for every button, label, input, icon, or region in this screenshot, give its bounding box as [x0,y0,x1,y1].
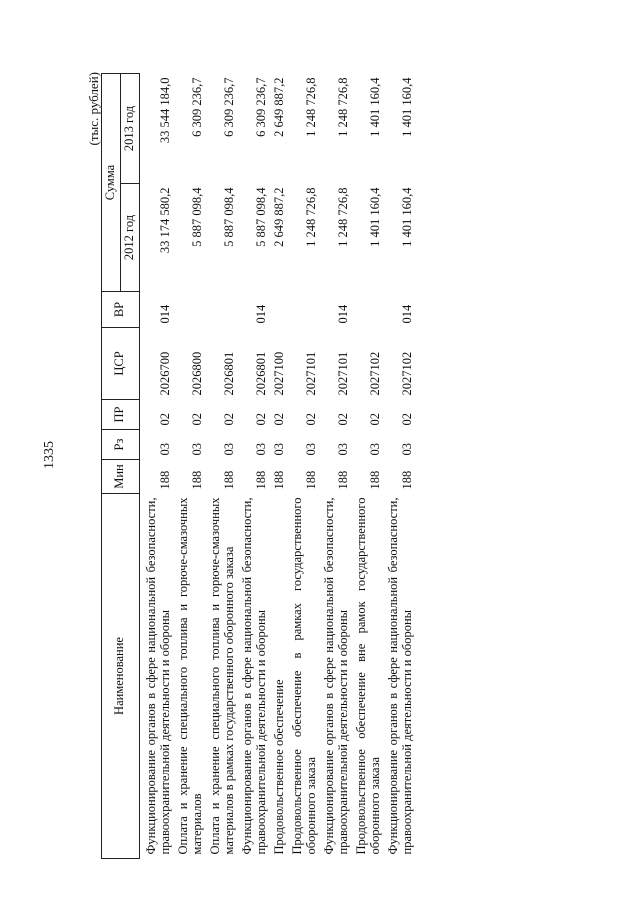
row-rz: 03 [221,443,236,456]
row-vr: 014 [335,304,350,324]
row-sum-2013: 2 649 887,2 [271,77,286,137]
row-name: Продовольственное обеспечение в рамках государственного оборонного заказа [289,497,318,855]
row-pr: 02 [253,413,268,426]
row-vr [206,292,238,328]
row-name: Функционирование органов в сфере национальной безопасности, правоохранительной деятельности и обороны [239,497,268,855]
row-pr: 02 [157,413,172,426]
row-pr: 02 [303,413,318,426]
row-pr: 02 [221,413,236,426]
row-sum-2012: 1 401 160,4 [399,187,414,247]
table-row [206,74,238,859]
table-row [352,74,384,859]
row-rz: 03 [399,443,414,456]
row-min: 188 [335,470,350,490]
units-label: (тыс. рублей) [86,72,101,146]
table-row [320,74,352,859]
row-vr [288,292,320,328]
row-vr [174,292,206,328]
row-csr: 2027100 [271,351,286,396]
row-name: Функционирование органов в сфере национальной безопасности, правоохранительной деятельности и обороны [143,497,172,855]
table-row [384,74,416,859]
row-name: Функционирование органов в сфере национальной безопасности, правоохранительной деятельности и обороны [385,497,414,855]
row-sum-2012: 1 248 726,8 [303,187,318,247]
row-csr: 2026801 [221,351,236,396]
row-csr: 2026801 [253,351,268,396]
row-rz: 03 [335,443,350,456]
row-vr: 014 [157,304,172,324]
row-min: 188 [253,470,268,490]
row-sum-2012: 2 649 887,2 [271,187,286,247]
row-sum-2013: 6 309 236,7 [253,77,268,137]
row-rz: 03 [253,443,268,456]
row-sum-2012: 5 887 098,4 [221,187,236,247]
row-min: 188 [221,470,236,490]
row-min: 188 [367,470,382,490]
table-row [270,74,288,859]
row-sum-2013: 6 309 236,7 [189,77,204,137]
table-row [139,74,174,859]
header-sum: Сумма [102,74,121,292]
row-pr: 02 [271,413,286,426]
row-rz: 03 [303,443,318,456]
row-sum-2013: 1 248 726,8 [335,77,350,137]
row-sum-2013: 1 248 726,8 [303,77,318,137]
row-rz: 03 [271,443,286,456]
row-name: Функционирование органов в сфере национальной безопасности, правоохранительной деятельности и обороны [321,497,350,855]
row-pr: 02 [189,413,204,426]
row-csr: 2027101 [303,351,318,396]
row-sum-2013: 1 401 160,4 [399,77,414,137]
header-year-2013: 2013 год [120,74,139,184]
row-rz: 03 [157,443,172,456]
row-sum-2012: 1 401 160,4 [367,187,382,247]
row-csr: 2027102 [367,351,382,396]
row-csr: 2027102 [399,351,414,396]
header-vr: ВР [102,292,140,328]
row-vr [352,292,384,328]
row-vr: 014 [399,304,414,324]
header-min: Мин [102,460,140,494]
row-min: 188 [157,470,172,490]
row-sum-2013: 1 401 160,4 [367,77,382,137]
budget-table [101,73,416,859]
row-min: 188 [271,470,286,490]
row-name: Оплата и хранение специального топлива и горюче-смазочных материалов [175,497,204,855]
row-csr: 2026800 [189,351,204,396]
row-sum-2013: 6 309 236,7 [221,77,236,137]
page-number: 1335 [42,441,57,469]
table-row [238,74,270,859]
row-name: Продовольственное обеспечение [271,679,286,855]
row-csr: 2027101 [335,351,350,396]
header-csr: ЦСР [102,328,140,400]
row-sum-2012: 1 248 726,8 [335,187,350,247]
header-name: Наименование [102,494,140,859]
row-rz: 03 [189,443,204,456]
row-pr: 02 [335,413,350,426]
row-sum-2012: 5 887 098,4 [189,187,204,247]
table-row [174,74,206,859]
header-year-2012: 2012 год [120,184,139,292]
row-name: Продовольственное обеспечение вне рамок государственного оборонного заказа [353,497,382,855]
row-min: 188 [399,470,414,490]
row-vr: 014 [253,304,268,324]
row-sum-2012: 33 174 580,2 [157,187,172,254]
row-csr: 2026700 [157,351,172,396]
row-min: 188 [303,470,318,490]
row-sum-2013: 33 544 184,0 [157,77,172,144]
header-pr: ПР [102,400,140,430]
row-rz: 03 [367,443,382,456]
row-pr: 02 [399,413,414,426]
row-min: 188 [189,470,204,490]
row-vr [270,292,288,328]
header-rz: Рз [102,430,140,460]
row-pr: 02 [367,413,382,426]
row-sum-2012: 5 887 098,4 [253,187,268,247]
row-name: Оплата и хранение специального топлива и горюче-смазочных материалов в рамках государственного оборонного заказа [207,497,236,855]
table-row [288,74,320,859]
